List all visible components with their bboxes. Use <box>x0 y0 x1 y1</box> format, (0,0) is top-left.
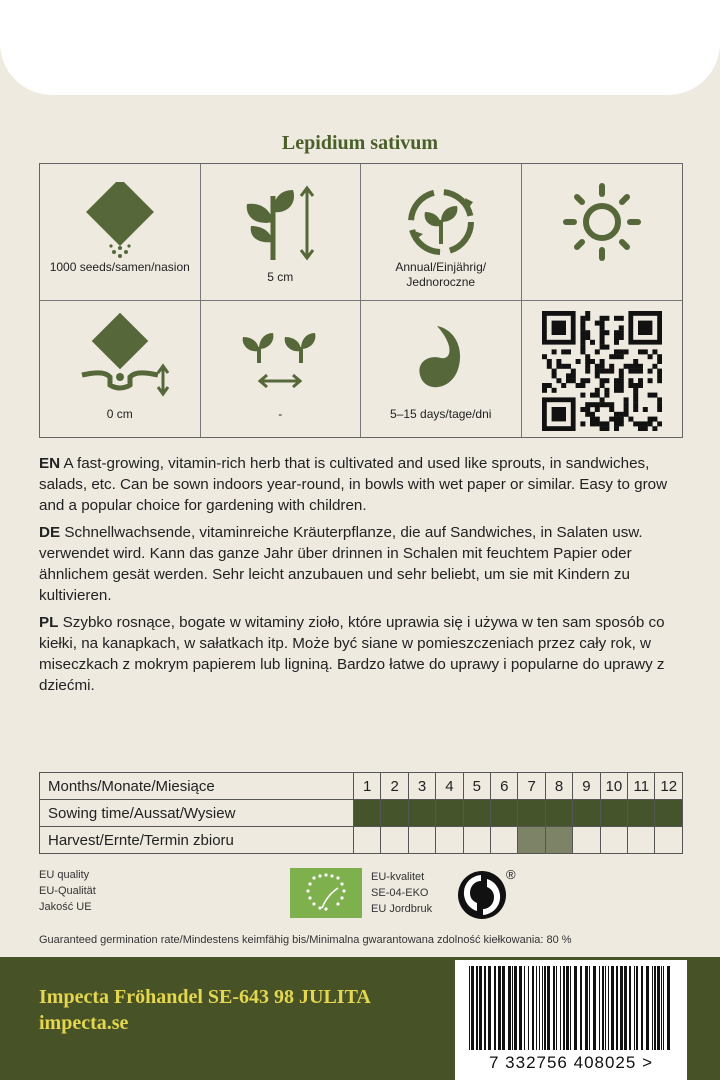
plant-spacing-icon <box>235 323 325 393</box>
harvest-cell-3 <box>408 827 435 854</box>
sowing-cell-10 <box>600 800 627 827</box>
month-7: 7 <box>518 773 545 800</box>
annual-cycle-icon <box>401 182 481 262</box>
barcode-digits: 7 332756 408025 > <box>455 1052 687 1080</box>
eu-quality-pl: Jakość UE <box>39 901 92 913</box>
desc-en-text: A fast-growing, vitamin-rich herb that is cultivated and used like sprouts, in sandwiches, salads, etc. Can be sown indoors year-round, in bowls with wet paper or similar. Easy to grow and a popular choice for gardening with children. <box>39 455 668 514</box>
package-cutout <box>0 0 720 95</box>
month-12: 12 <box>655 773 683 800</box>
lang-code-pl: PL <box>39 614 59 631</box>
registered-mark: ® <box>506 867 516 882</box>
desc-en <box>39 453 689 516</box>
sowing-cell-11 <box>628 800 655 827</box>
calendar-months-row <box>40 773 683 800</box>
lifecycle-cell <box>361 164 522 301</box>
sowing-cell-1 <box>354 800 381 827</box>
harvest-label: Harvest/Ernte/Termin zbioru <box>40 827 354 854</box>
month-9: 9 <box>573 773 600 800</box>
germination-value: 5–15 days/tage/dni <box>390 406 492 421</box>
germinating-seed-icon <box>401 316 481 400</box>
spacing-cell <box>201 301 362 438</box>
sowing-cell-3 <box>408 800 435 827</box>
eu-quality-en: EU quality <box>39 869 90 881</box>
lang-code-en: EN <box>39 455 61 472</box>
sowing-label: Sowing time/Aussat/Wysiew <box>40 800 354 827</box>
spacing-value: - <box>278 406 283 421</box>
desc-de-text: Schnellwachsende, vitaminreiche Kräuterpflanze, die auf Sandwiches, in Salaten usw. verwendet wird. Kann das ganze Jahr über drinnen in Schalen mit feuchtem Papier oder ähnlichem gesät werden. Sehr leicht anzubauen und sehr beliebt, um sie mit Kindern zu kultivieren. <box>39 524 643 604</box>
sowing-cell-4 <box>436 800 463 827</box>
company-website[interactable]: impecta.se <box>39 1012 129 1034</box>
harvest-cell-12 <box>655 827 683 854</box>
month-5: 5 <box>463 773 490 800</box>
desc-de <box>39 522 689 606</box>
eu-kvalitet: EU-kvalitet <box>371 871 425 883</box>
month-6: 6 <box>491 773 518 800</box>
sowing-cell-6 <box>491 800 518 827</box>
company-address <box>39 984 371 1036</box>
seed-packet-icon <box>80 182 160 262</box>
sowing-cell-8 <box>545 800 572 827</box>
ean-barcode <box>455 960 687 1052</box>
company-name: Impecta Fröhandel SE-643 98 JULITA <box>39 986 371 1008</box>
control-code: SE-04-EKO <box>371 887 429 899</box>
eu-quality-de: EU-Qualität <box>39 885 96 897</box>
depth-value: 0 cm <box>106 406 133 421</box>
plant-height-icon <box>235 182 325 262</box>
seeds-cell <box>40 164 201 301</box>
germination-cell <box>361 301 522 438</box>
harvest-cell-9 <box>573 827 600 854</box>
calendar-harvest-row <box>40 827 683 854</box>
month-2: 2 <box>381 773 408 800</box>
eu-quality-text <box>39 867 96 915</box>
germination-rate: Guaranteed germination rate/Mindestens keimfähig bis/Minimalna gwarantowana zdolność kiełkowania: 80 % <box>39 934 572 946</box>
qr-cell <box>522 301 683 438</box>
sowing-cell-2 <box>381 800 408 827</box>
harvest-cell-4 <box>436 827 463 854</box>
eu-control-text <box>371 869 432 917</box>
height-cell <box>201 164 362 301</box>
descriptions <box>39 453 689 702</box>
light-cell <box>522 164 683 301</box>
harvest-cell-6 <box>491 827 518 854</box>
sowing-cell-12 <box>655 800 683 827</box>
sowing-calendar <box>39 772 683 854</box>
desc-pl <box>39 612 689 696</box>
sun-icon <box>560 180 644 264</box>
month-8: 8 <box>545 773 572 800</box>
eu-organic-leaf-icon <box>290 868 362 918</box>
harvest-cell-11 <box>628 827 655 854</box>
harvest-cell-8 <box>545 827 572 854</box>
height-value: 5 cm <box>267 270 294 284</box>
month-4: 4 <box>436 773 463 800</box>
sowing-cell-7 <box>518 800 545 827</box>
harvest-cell-1 <box>354 827 381 854</box>
month-11: 11 <box>628 773 655 800</box>
sowing-cell-5 <box>463 800 490 827</box>
harvest-cell-2 <box>381 827 408 854</box>
lang-code-de: DE <box>39 524 61 541</box>
months-header: Months/Monate/Miesiące <box>40 773 354 800</box>
month-10: 10 <box>600 773 627 800</box>
species-name: Lepidium sativum <box>281 132 439 154</box>
eu-jordbruk: EU Jordbruk <box>371 903 433 915</box>
lifecycle-value: Annual/Einjährig/ Jednoroczne <box>395 260 487 289</box>
harvest-cell-7 <box>518 827 545 854</box>
qr-code-icon <box>542 311 662 431</box>
sowing-cell-9 <box>573 800 600 827</box>
green-dot-mark <box>456 867 520 928</box>
harvest-cell-5 <box>463 827 490 854</box>
month-3: 3 <box>408 773 435 800</box>
info-grid <box>39 163 683 438</box>
harvest-cell-10 <box>600 827 627 854</box>
month-1: 1 <box>354 773 381 800</box>
sowing-depth-icon <box>70 313 170 403</box>
seeds-count: 1000 seeds/samen/nasion <box>49 260 190 274</box>
desc-pl-text: Szybko rosnące, bogate w witaminy zioło, które uprawia się i używa w ten sam sposób co kiełki, na kanapkach, w sałatkach itp. Może być siane w pomieszczeniach przez cały rok, w miseczkach z mokrym papierem lub ligniną. Bardzo łatwe do uprawy i popularne do uprawy z dziećmi. <box>39 614 665 694</box>
calendar-sowing-row <box>40 800 683 827</box>
depth-cell <box>40 301 201 438</box>
